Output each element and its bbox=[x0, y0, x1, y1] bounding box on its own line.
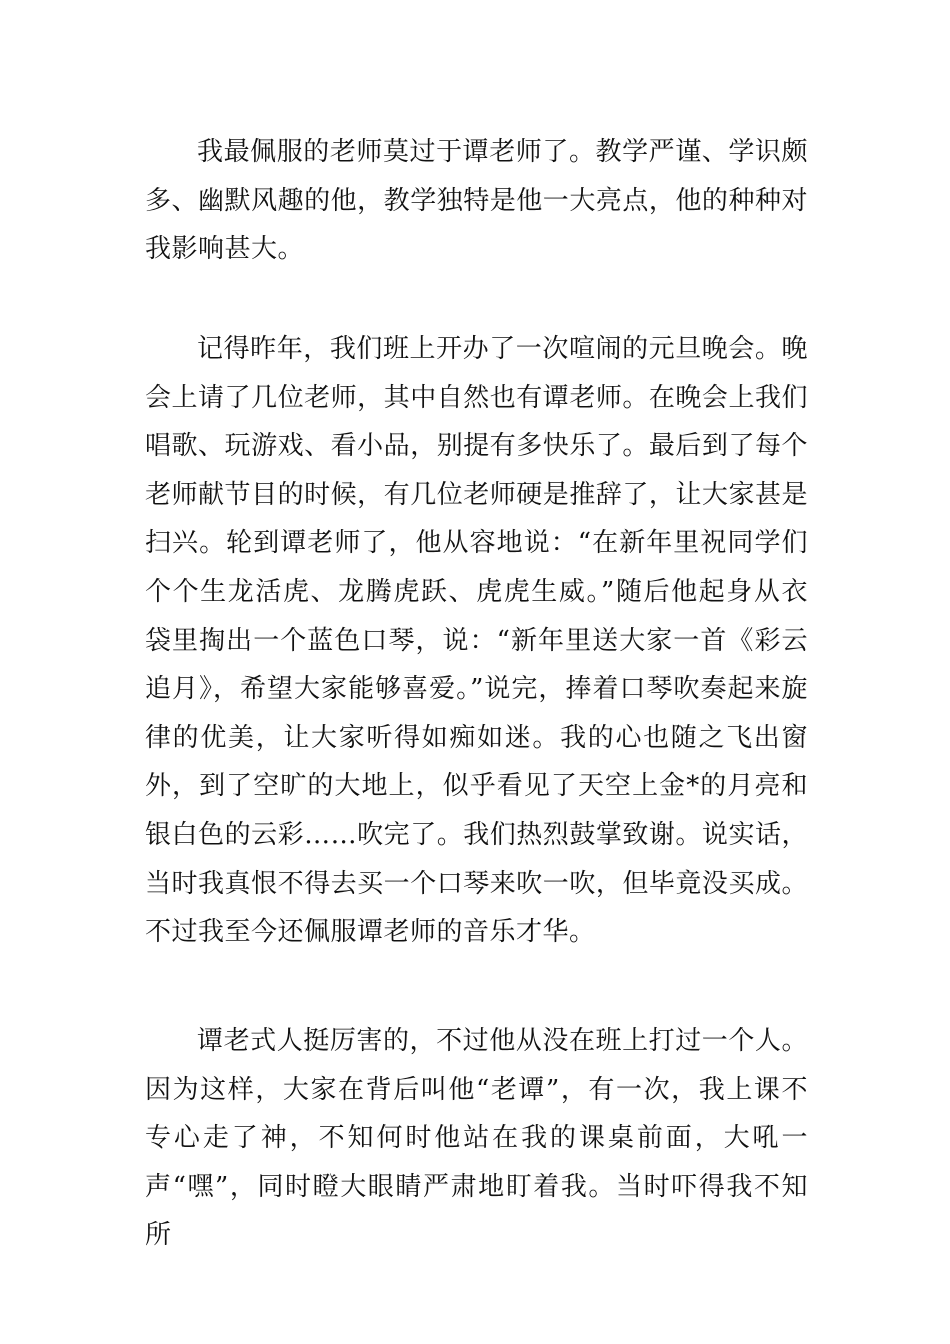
paragraph-1: 我最佩服的老师莫过于谭老师了。教学严谨、学识颇多、幽默风趣的他，教学独特是他一大亮点，他的种种对我影响甚大。 bbox=[145, 137, 808, 265]
paragraph-3: 谭老式人挺厉害的，不过他从没在班上打过一个人。因为这样，大家在背后叫他“老谭”，有一次，我上课不专心走了神，不知何时他站在我的课桌前面，大吼一声“嘿”，同时瞪大眼睛严肃地盯着我。当时吓得我不知所 bbox=[145, 1026, 808, 1251]
paragraph-2: 记得昨年，我们班上开办了一次喧闹的元旦晚会。晚会上请了几位老师，其中自然也有谭老师。在晚会上我们唱歌、玩游戏、看小品，别提有多快乐了。最后到了每个老师献节目的时候，有几位老师硬是推辞了，让大家甚是扫兴。轮到谭老师了，他从容地说：“在新年里祝同学们个个生龙活虎、龙腾虎跃、虎虎生威。”随后他起身从衣袋里掏出一个蓝色口琴，说：“新年里送大家一首《彩云追月》，希望大家能够喜爱。”说完，捧着口琴吹奏起来旋律的优美，让大家听得如痴如迷。我的心也随之飞出窗外，到了空旷的大地上，似乎看见了天空上金*的月亮和银白色的云彩……吹完了。我们热烈鼓掌致谢。说实话，当时我真恨不得去买一个口琴来吹一吹，但毕竟没买成。不过我至今还佩服谭老师的音乐才华。 bbox=[145, 334, 808, 948]
